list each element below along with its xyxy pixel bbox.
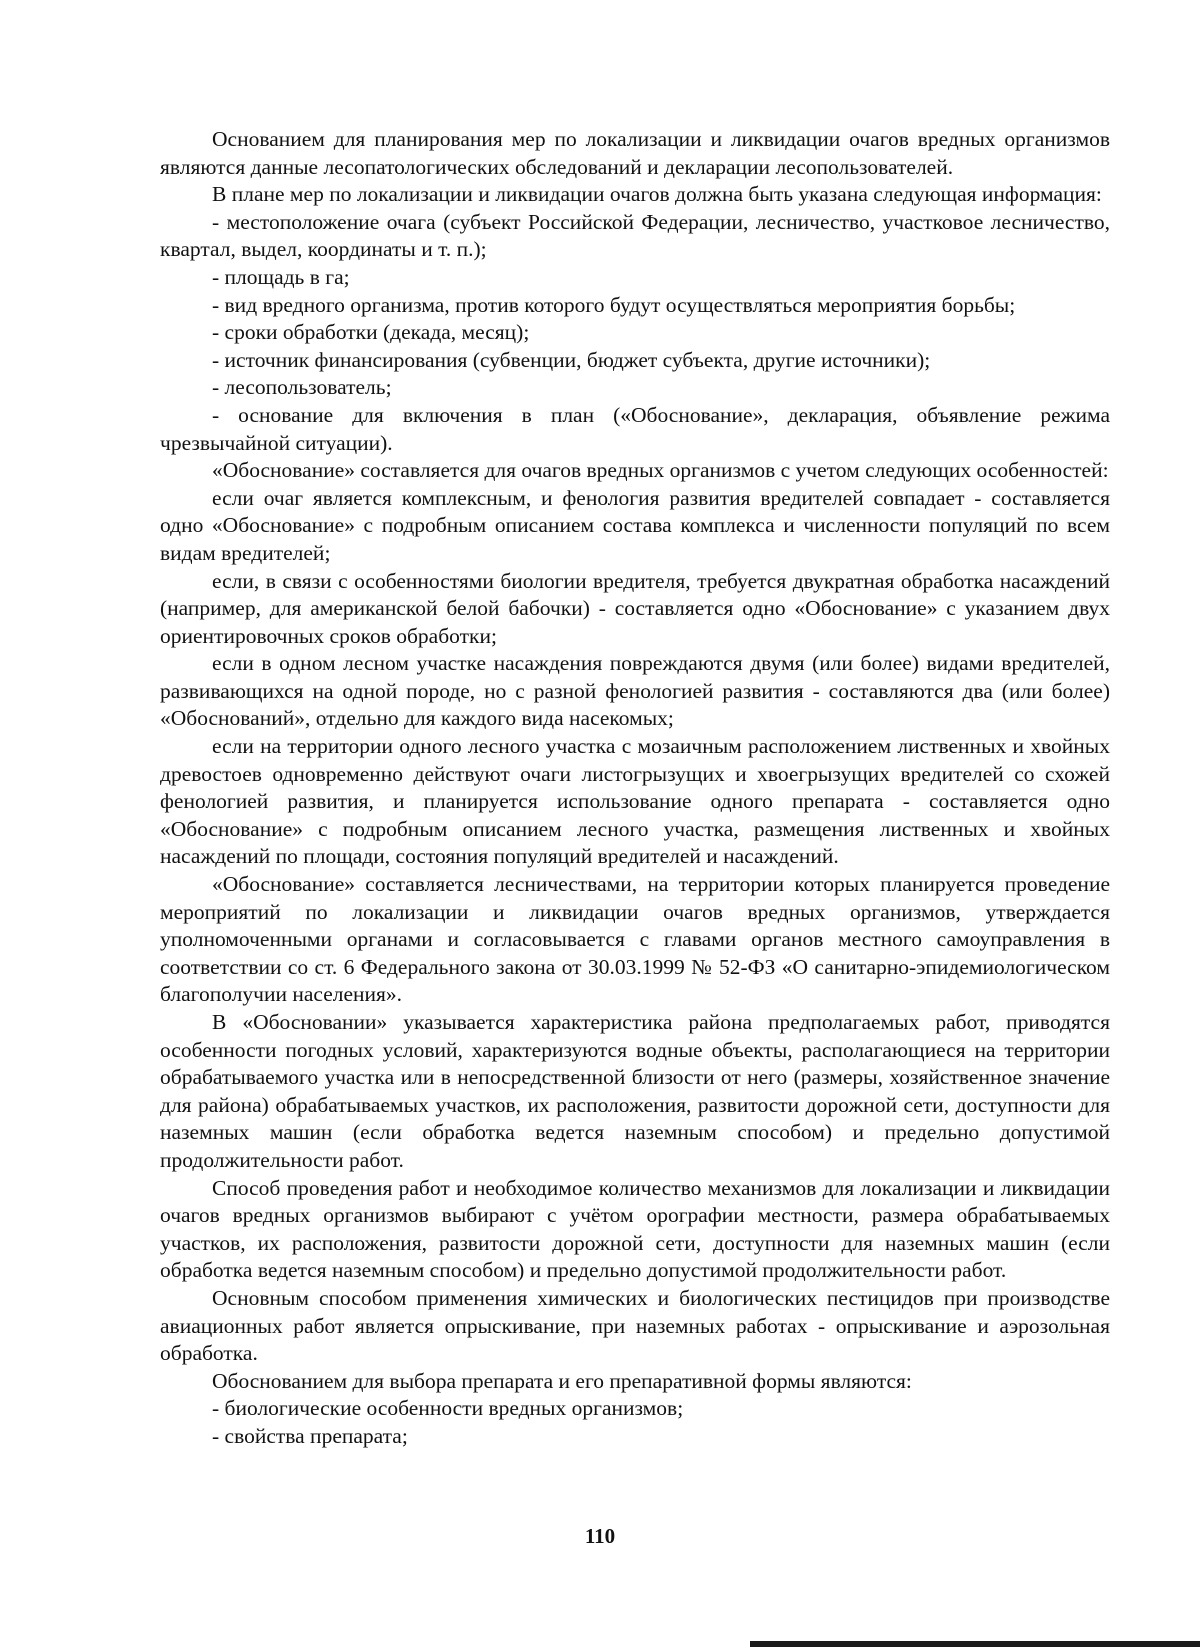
list-item: - сроки обработки (декада, месяц); [212,320,530,345]
paragraph: В плане мер по локализации и ликвидации очагов должна быть указана следующая информация: [212,182,1102,207]
list-item: - вид вредного организма, против которого будут осуществляться мероприятия борьбы; [212,292,1016,317]
scan-edge-line [750,1641,1200,1647]
paragraph: Основанием для планирования мер по локализации и ликвидации очагов вредных организмов являются данные лесопатологических обследований и декларации лесопользователей. [160,127,1110,179]
list-item: - свойства препарата; [212,1423,408,1448]
list-item: - биологические особенности вредных организмов; [212,1396,684,1421]
paragraph: если, в связи с особенностями биологии вредителя, требуется двукратная обработка насаждений (например, для американской белой бабочки) - составляется одно «Обоснование» с указанием двух ориентировочных сроков обработки; [160,568,1110,648]
paragraph: Основным способом применения химических и биологических пестицидов при производстве авиационных работ является опрыскивание, при наземных работах - опрыскивание и аэрозольная обработка. [160,1285,1110,1366]
list-item: - источник финансирования (субвенции, бюджет субъекта, другие источники); [212,347,931,372]
page-number: 110 [584,1524,616,1548]
paragraph: В «Обосновании» указывается характеристика района предполагаемых работ, приводятся особенности погодных условий, характеризуются водные объекты, располагающиеся на территории обрабатываемого участка или в непосредственной близости от него (размеры, хозяйственное значение для района) обрабатываемых участков, их расположения, развитости дорожной сети, доступности для наземных машин (если обработка ведется наземным способом) и предельно допустимой продолжительности работ. [160,1010,1110,1172]
list-item: - площадь в га; [212,264,350,289]
list-item: - лесопользователь; [212,375,392,400]
paragraph: если очаг является комплексным, и фенология развития вредителей совпадает - составляется одно «Обоснование» с подробным описанием состава комплекса и численности популяций по всем видам вредителей; [160,485,1110,565]
list-item: - местоположение очага (субъект Российской Федерации, лесничество, участковое лесничество, квартал, выдел, координаты и т. п.); [160,209,1110,262]
document-body [160,126,1110,1451]
paragraph: Способ проведения работ и необходимое количество механизмов для локализации и ликвидации очагов вредных организмов выбирают с учётом орографии местности, размера обрабатываемых участков, их расположения, развитости дорожной сети, доступности для наземных машин (если обработка ведется наземным способом) и предельно допустимой продолжительности работ. [160,1175,1110,1283]
paragraph: «Обоснование» составляется для очагов вредных организмов с учетом следующих особенностей: [212,458,1109,483]
paragraph: если на территории одного лесного участка с мозаичным расположением лиственных и хвойных древостоев одновременно действуют очаги листогрызущих и хвоегрызущих вредителей со схожей фенологией развития, и планируется использование одного препарата - составляется одно «Обоснование» с подробным описанием лесного участка, размещения лиственных и хвойных насаждений по площади, состояния популяций вредителей и насаждений. [160,734,1110,869]
paragraph: если в одном лесном участке насаждения повреждаются двумя (или более) видами вредителей, развивающихся на одной породе, но с разной фенологией развития - составляются два (или более) «Обоснований», отдельно для каждого вида насекомых; [160,651,1110,731]
paragraph: «Обоснование» составляется лесничествами, на территории которых планируется проведение мероприятий по локализации и ликвидации очагов вредных организмов, утверждается уполномоченными органами и согласовывается с главами органов местного самоуправления в соответствии со ст. 6 Федерального закона от 30.03.1999 № 52-ФЗ «О санитарно-эпидемиологическом благополучии населения». [160,872,1110,1007]
paragraph: Обоснованием для выбора препарата и его препаративной формы являются: [212,1368,912,1393]
list-item: - основание для включения в план («Обоснование», декларация, объявление режима чрезвычайной ситуации). [160,402,1110,455]
